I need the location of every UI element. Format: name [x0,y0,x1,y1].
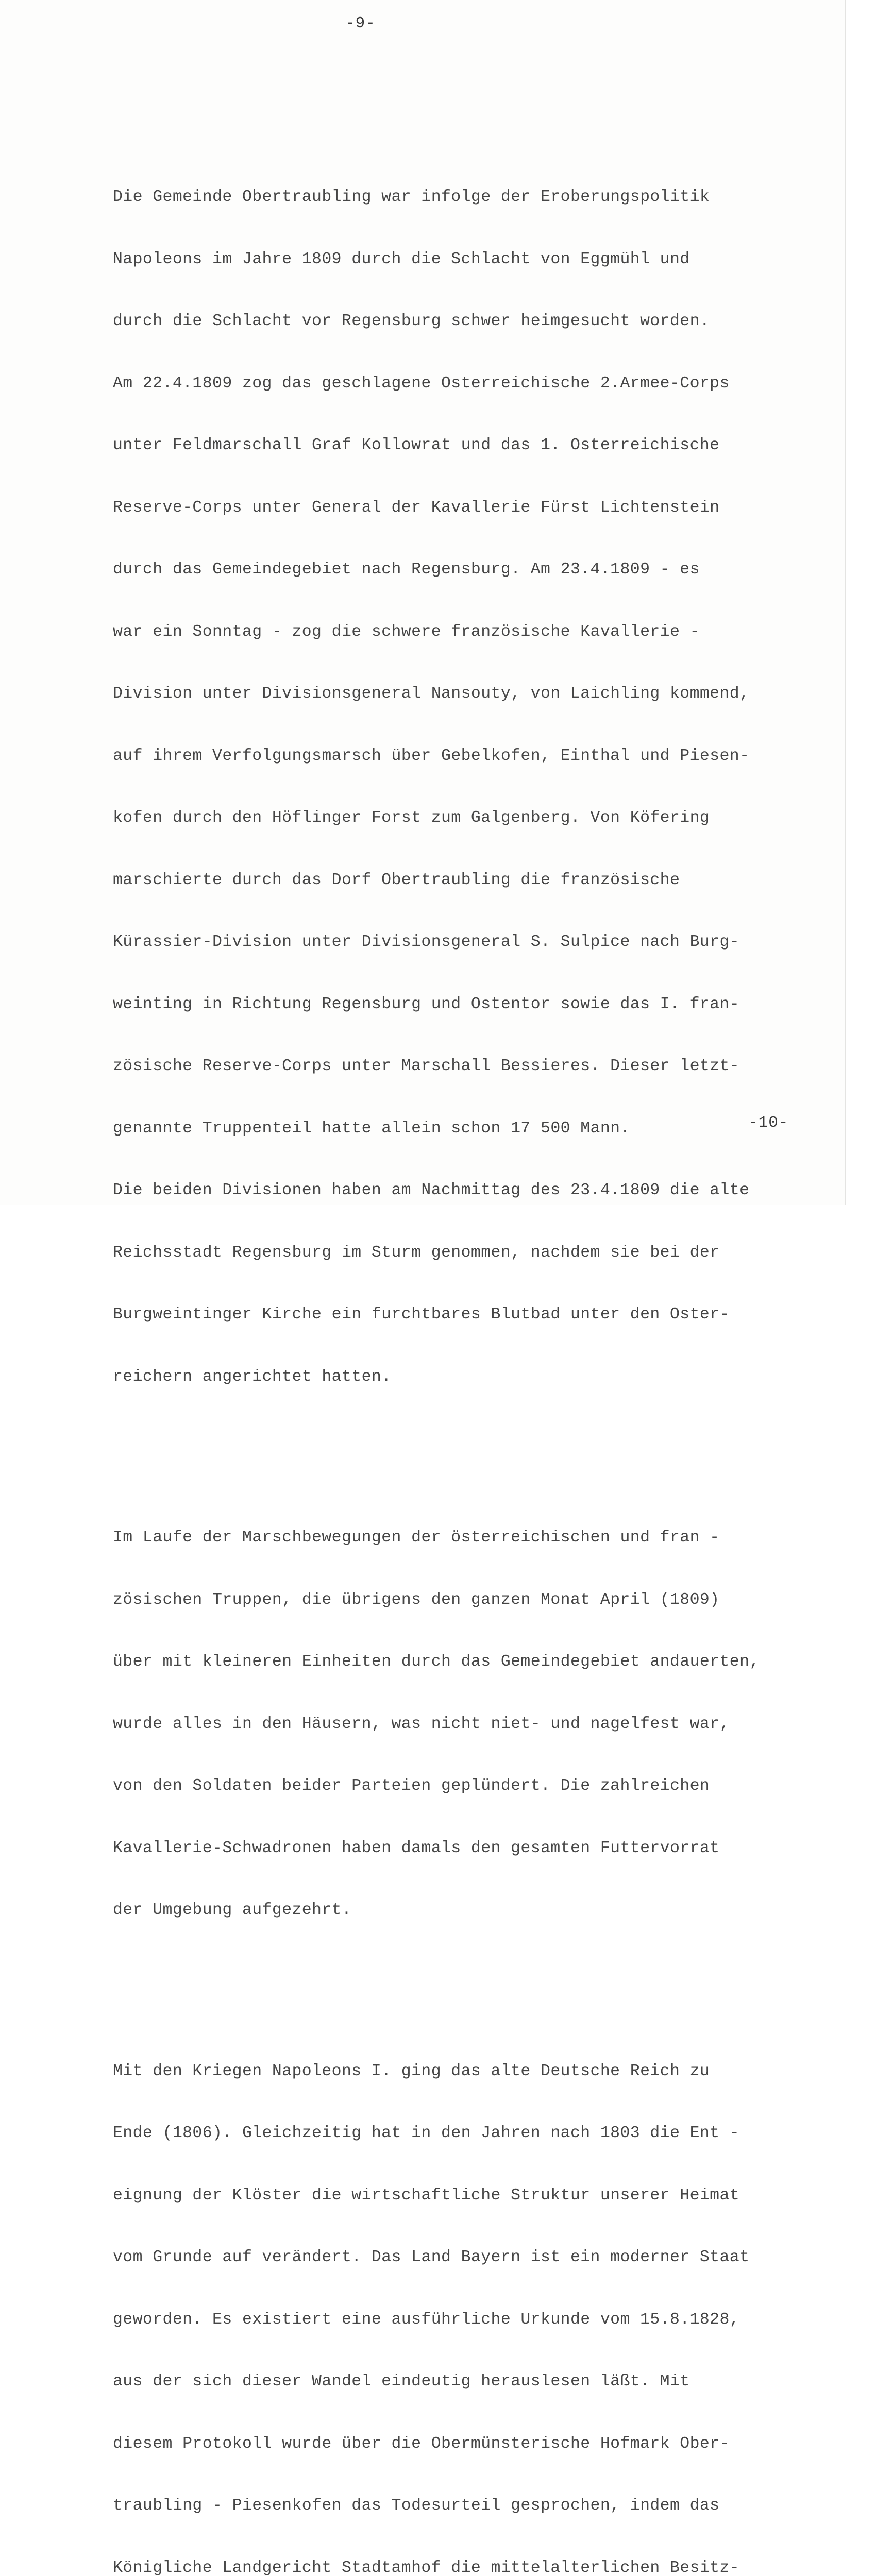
text-line: traubling - Piesenkofen das Todesurteil gesprochen, indem das [113,2493,814,2519]
text-line: Ende (1806). Gleichzeitig hat in den Jahren nach 1803 die Ent - [113,2121,814,2147]
text-line: auf ihrem Verfolgungsmarsch über Gebelkofen, Einthal und Piesen- [113,743,814,770]
text-line: Die beiden Divisionen haben am Nachmittag des 23.4.1809 die alte [113,1178,814,1204]
text-line: der Umgebung aufgezehrt. [113,1897,814,1924]
text-line: von den Soldaten beider Parteien geplündert. Die zahlreichen [113,1773,814,1800]
page-number-bottom: -10- [748,1114,788,1132]
typewritten-page [0,0,846,1205]
text-line: Königliche Landgericht Stadtamhof die mittelalterlichen Besitz- [113,2555,814,2576]
text-line: aus der sich dieser Wandel eindeutig herauslesen läßt. Mit [113,2369,814,2395]
paragraph-3 [113,2023,814,2576]
text-line: Kürassier-Division unter Divisionsgeneral S. Sulpice nach Burg- [113,929,814,956]
text-line: zösischen Truppen, die übrigens den ganzen Monat April (1809) [113,1587,814,1614]
text-line: zösische Reserve-Corps unter Marschall Bessieres. Dieser letzt- [113,1054,814,1080]
text-line: Mit den Kriegen Napoleons I. ging das alte Deutsche Reich zu [113,2059,814,2085]
text-line: Im Laufe der Marschbewegungen der österreichischen und fran - [113,1525,814,1551]
text-line: geworden. Es existiert eine ausführliche Urkunde vom 15.8.1828, [113,2307,814,2333]
text-line: Am 22.4.1809 zog das geschlagene Osterreichische 2.Armee-Corps [113,371,814,397]
text-line: Reserve-Corps unter General der Kavallerie Fürst Lichtenstein [113,495,814,521]
text-line: diesem Protokoll wurde über die Obermünsterische Hofmark Ober- [113,2431,814,2458]
text-line: weinting in Richtung Regensburg und Ostentor sowie das I. fran- [113,992,814,1018]
text-line: eignung der Klöster die wirtschaftliche Struktur unserer Heimat [113,2183,814,2209]
text-line: wurde alles in den Häusern, was nicht niet- und nagelfest war, [113,1711,814,1738]
text-line: kofen durch den Höflinger Forst zum Galgenberg. Von Köfering [113,805,814,832]
text-line: marschierte durch das Dorf Obertraubling die französische [113,868,814,894]
paragraph-1 [113,148,814,1426]
text-line: durch die Schlacht vor Regensburg schwer heimgesucht worden. [113,309,814,335]
body-text [113,94,814,2576]
text-line: Die Gemeinde Obertraubling war infolge der Eroberungspolitik [113,184,814,211]
page-number-top: -9- [345,14,376,32]
text-line: vom Grunde auf verändert. Das Land Bayern ist ein moderner Staat [113,2245,814,2271]
text-line: reichern angerichtet hatten. [113,1364,814,1391]
text-line: unter Feldmarschall Graf Kollowrat und das 1. Osterreichische [113,433,814,459]
text-line: Napoleons im Jahre 1809 durch die Schlacht von Eggmühl und [113,247,814,273]
text-line: Burgweintinger Kirche ein furchtbares Blutbad unter den Oster- [113,1302,814,1328]
paragraph-2 [113,1489,814,1960]
text-line: genannte Truppenteil hatte allein schon 17 500 Mann. [113,1116,814,1142]
text-line: durch das Gemeindegebiet nach Regensburg. Am 23.4.1809 - es [113,557,814,583]
text-line: Kavallerie-Schwadronen haben damals den gesamten Futtervorrat [113,1836,814,1862]
text-line: Division unter Divisionsgeneral Nansouty, von Laichling kommend, [113,681,814,707]
text-line: Reichsstadt Regensburg im Sturm genommen, nachdem sie bei der [113,1240,814,1266]
text-line: über mit kleineren Einheiten durch das Gemeindegebiet andauerten, [113,1649,814,1675]
text-line: war ein Sonntag - zog die schwere französische Kavallerie - [113,619,814,646]
